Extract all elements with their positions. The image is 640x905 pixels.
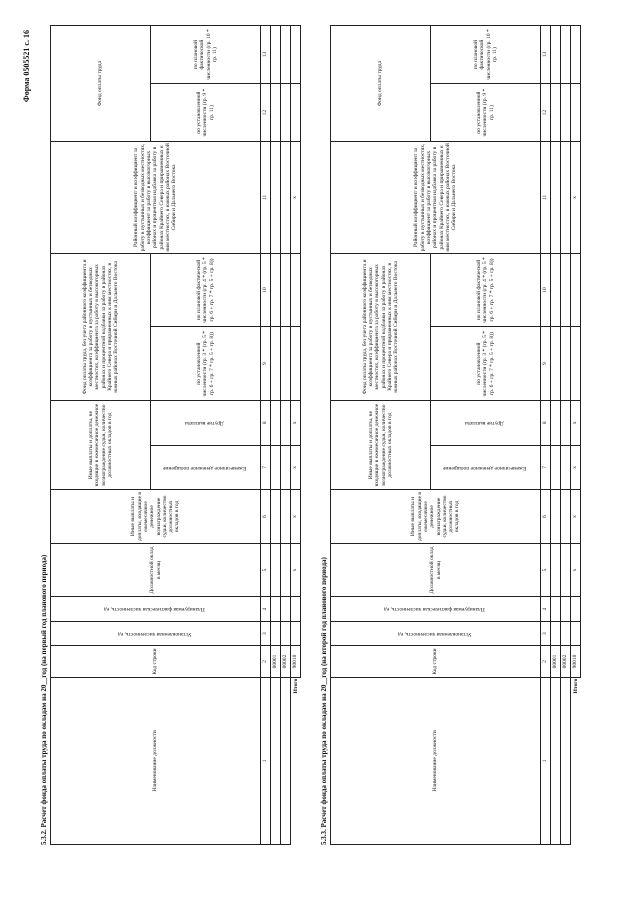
header-salary: Должностной оклад в месяц [331,543,541,597]
header-fund-group: Фонд оплаты труда, без учета районного коэффициента и коэффициента за работу в пустынных и безводных местностях, коэффициента за работу в высокогорных районах и процентной надбавки за работу в районах Крайнего Севера и приравненных к ним местностях, в южных районах Восточной Сибири и Дальнего Востока [331,253,431,400]
header-other-group: Иные выплаты и доплаты, не входящие в ежемесячное денежное вознаграждение судьи, количество должностных окладов в год [331,400,431,489]
header-salary: Должностной оклад в месяц [51,543,261,597]
header-other-payments: Иные выплаты и доплаты, входящие в ежемесячное денежное вознаграждение судьи, количество должностных окладов в год [51,490,261,544]
column-numbers-row: 1 2 3 4 5 6 7 8 9 10 11 12 13 [261,26,271,845]
header-coef: Районный коэффициент и коэффициент за работу в пустынных и безводных местностях, коэффициент за работу в высокогорных районах и процентная надбавка за работу в районах Крайнего Севера и приравненных к ним местностях, в южных районах Восточной Сибири и Дальнего Востока [331,142,541,254]
header-code: Код строки [331,646,541,677]
section-title: 5.3.3. Расчет фонда оплаты труда по окладам на 20__год (на второй год планового периода) [320,557,328,845]
section-5-3-2 [40,25,301,845]
header-monthly-reward: Ежемесячное денежное поощрение [442,464,526,471]
header-fund-staff: по установленной численности (гр. 9 * гр. 11) [151,84,261,142]
total-row: Итого 90010 x x x x x [291,26,301,845]
header-other-group: Иные выплаты и доплаты, не входящие в ежемесячное денежное вознаграждение судьи, количество должностных окладов в год [51,400,151,489]
header-fund-planned: по плановой фактической численности (гр. 10 * гр. 11) [431,26,541,84]
header-by-planned: по плановой фактической численности (гр. 4 * (гр. 5 * гр. 6 + гр. 7 * гр. 5 + гр. 8)) [151,253,261,327]
header-staff-count: Установленная численность, ед [117,630,192,637]
header-other-pay: Другие выплаты [185,419,224,426]
section-title: 5.3.2. Расчет фонда оплаты труда по окладам на 20__год (на первый год планового периода) [40,554,48,845]
header-other-payments: Иные выплаты и доплаты, входящие в ежемесячное денежное вознаграждение судьи, количество должностных окладов в год [331,490,541,544]
header-fund-group: Фонд оплаты труда, без учета районного коэффициента и коэффициента за работу в пустынных и безводных местностях, коэффициента за работу в высокогорных районах и процентной надбавки за работу в районах Крайнего Севера и приравненных к ним местностях, в южных районах Восточной Сибири и Дальнего Востока [51,253,151,400]
header-name: Наименование должности [331,677,541,844]
table-row: 00002 [561,26,571,845]
header-fund-total: Фонд оплаты труда [51,26,151,142]
table-row: 00002 [281,26,291,845]
form-label: Форма 0505521 с. 16 [22,30,31,103]
header-fund-staff: по установленной численности (гр. 9 * гр. 11) [431,84,541,142]
total-row: Итого 90010 x x x x x [571,26,581,845]
header-by-planned: по плановой фактической численности (гр. 4 * (гр. 5 * гр. 6 + гр. 7 * гр. 5 + гр. 8)) [431,253,541,327]
header-by-staff: по установленной численности (гр. 3 * (гр. 5 * гр. 6 + гр. 7 * гр. 5 + гр. 8)) [431,327,541,401]
header-planned-count: Планируемая фактическая численность, ед [104,606,205,613]
header-monthly-reward: Ежемесячное денежное поощрение [162,464,246,471]
header-staff-count: Установленная численность, ед [397,630,472,637]
table-row: 00001 [271,26,281,845]
header-planned-count: Планируемая фактическая численность, ед [384,606,485,613]
fund-table [330,25,581,845]
section-5-3-3 [320,25,581,845]
column-numbers-row: 1 2 3 4 5 6 7 8 9 10 11 12 13 [541,26,551,845]
fund-table [50,25,301,845]
header-name: Наименование должности [51,677,261,844]
header-other-pay: Другие выплаты [465,419,504,426]
header-by-staff: по установленной численности (гр. 3 * (гр. 5 * гр. 6 + гр. 7 * гр. 5 + гр. 8)) [151,327,261,401]
header-fund-total: Фонд оплаты труда [331,26,431,142]
table-row: 00001 [551,26,561,845]
header-coef: Районный коэффициент и коэффициент за работу в пустынных и безводных местностях, коэффициент за работу в высокогорных районах и процентная надбавка за работу в районах Крайнего Севера и приравненных к ним местностях, в южных районах Восточной Сибири и Дальнего Востока [51,142,261,254]
header-code: Код строки [51,646,261,677]
header-fund-planned: по плановой фактической численности (гр. 10 * гр. 11) [151,26,261,84]
